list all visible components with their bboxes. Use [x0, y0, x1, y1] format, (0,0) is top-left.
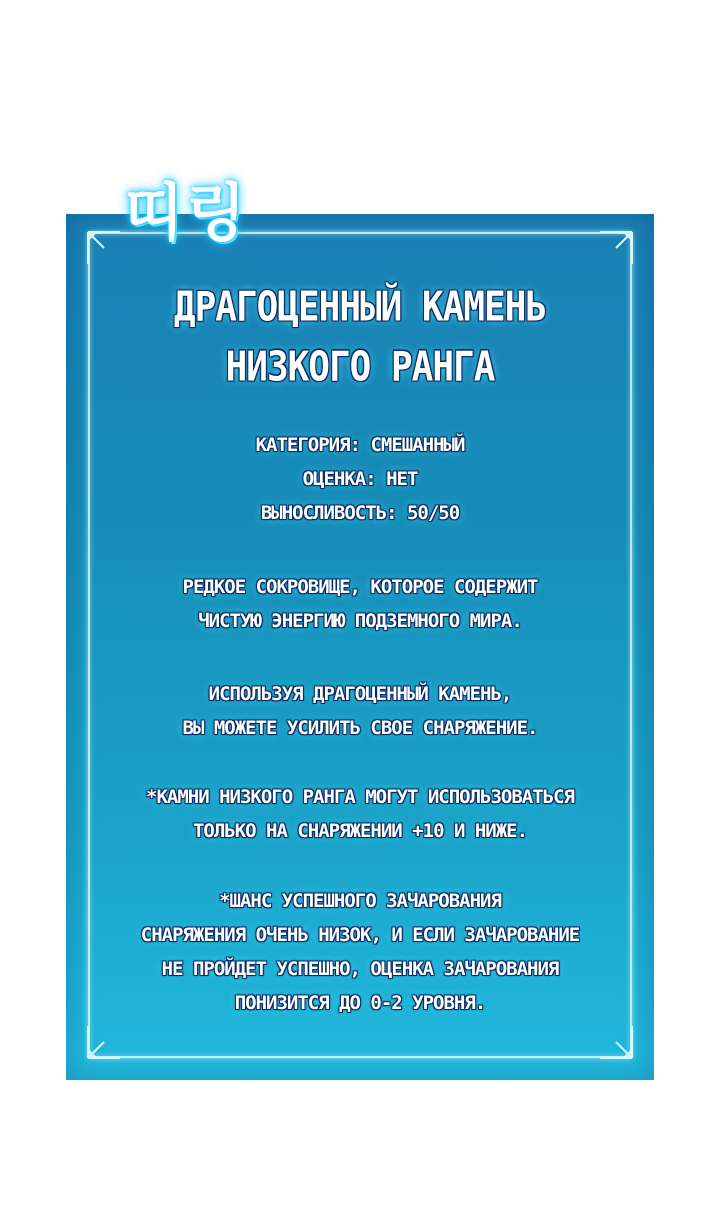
- warning-line: *ШАНС УСПЕШНОГО ЗАЧАРОВАНИЯ: [219, 890, 501, 912]
- usage-line: ИСПОЛЬЗУЯ ДРАГОЦЕННЫЙ КАМЕНЬ,: [208, 683, 512, 705]
- item-title-line: НИЗКОГО РАНГА: [225, 343, 495, 391]
- corner-ornament-icon: [596, 1022, 636, 1062]
- item-restriction: [66, 780, 654, 848]
- item-title-line: ДРАГОЦЕННЫЙ КАМЕНЬ: [173, 283, 547, 331]
- item-warning: [66, 884, 654, 1020]
- description-line: ЧИСТУЮ ЭНЕРГИЮ ПОДЗЕМНОГО МИРА.: [198, 610, 522, 632]
- restriction-line: ТОЛЬКО НА СНАРЯЖЕНИИ +10 И НИЖЕ.: [192, 820, 528, 842]
- item-category: КАТЕГОРИЯ: СМЕШАННЫЙ: [255, 434, 465, 456]
- corner-ornament-icon: [84, 228, 124, 268]
- usage-line: ВЫ МОЖЕТЕ УСИЛИТЬ СВОЕ СНАРЯЖЕНИЕ.: [182, 717, 538, 739]
- warning-line: ПОНИЗИТСЯ ДО 0-2 УРОВНЯ.: [234, 992, 486, 1014]
- warning-line: НЕ ПРОЙДЕТ УСПЕШНО, ОЦЕНКА ЗАЧАРОВАНИЯ: [161, 958, 559, 980]
- corner-ornament-icon: [596, 228, 636, 268]
- restriction-line: *КАМНИ НИЗКОГО РАНГА МОГУТ ИСПОЛЬЗОВАТЬСЯ: [146, 786, 574, 808]
- item-grade: ОЦЕНКА: НЕТ: [302, 468, 418, 490]
- item-description: [66, 570, 654, 638]
- sound-effect-text: 띠링: [124, 176, 248, 249]
- description-line: РЕДКОЕ СОКРОВИЩЕ, КОТОРОЕ СОДЕРЖИТ: [182, 576, 538, 598]
- warning-line: СНАРЯЖЕНИЯ ОЧЕНЬ НИЗОК, И ЕСЛИ ЗАЧАРОВАНИЕ: [140, 924, 580, 946]
- item-usage: [66, 677, 654, 745]
- item-durability: ВЫНОСЛИВОСТЬ: 50/50: [260, 502, 460, 524]
- item-stats: [66, 428, 654, 530]
- item-info-window: [66, 214, 654, 1080]
- item-title: [66, 278, 654, 398]
- corner-ornament-icon: [84, 1022, 124, 1062]
